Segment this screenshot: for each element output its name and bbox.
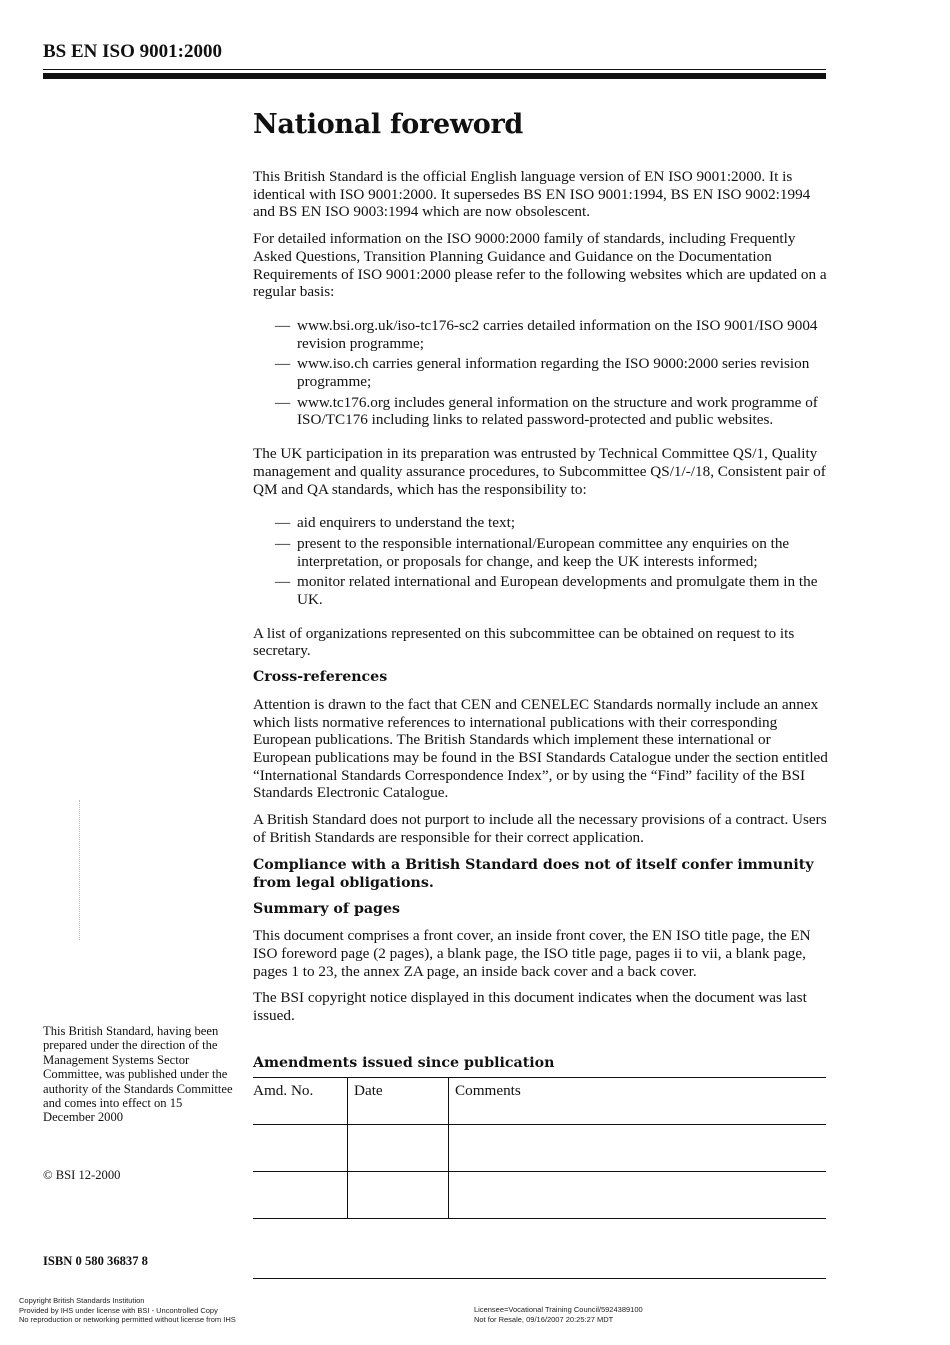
column-header-amd-no: Amd. No. <box>253 1078 348 1125</box>
column-header-comments: Comments <box>449 1078 827 1125</box>
intro-paragraph-1: This British Standard is the official English language version of EN ISO 9001:2000. It is identical with ISO 9001:2000. It supersedes BS EN ISO 9001:1994, BS EN ISO 9002:1994 and BS EN ISO 9003:1994 which are now obsolescent. <box>253 168 811 221</box>
copyright-notice-paragraph: The BSI copyright notice displayed in this document indicates when the document was last issued. <box>253 989 807 1025</box>
table-cell <box>449 1172 827 1219</box>
websites-list <box>253 317 828 429</box>
amendments-table <box>253 1077 826 1219</box>
responsibility-item-text: monitor related international and European developments and promulgate them in the UK. <box>297 573 818 609</box>
compliance-statement: Compliance with a British Standard does not of itself confer immunity from legal obligations. <box>253 856 814 891</box>
list-item <box>275 317 828 352</box>
website-item-text: www.tc176.org includes general information on the structure and work programme of ISO/TC176 including links to related password-protected and public websites. <box>297 393 818 429</box>
bottom-rule <box>253 1278 826 1279</box>
dash-bullet: — <box>275 534 291 552</box>
header-rule-thick <box>43 73 826 79</box>
amendments-title: Amendments issued since publication <box>253 1054 555 1071</box>
cross-references-heading: Cross-references <box>253 669 388 686</box>
table-row <box>253 1172 826 1219</box>
main-content <box>253 108 828 1219</box>
table-cell <box>253 1125 348 1172</box>
table-cell <box>348 1172 449 1219</box>
table-cell <box>449 1125 827 1172</box>
dash-bullet: — <box>275 355 291 373</box>
organizations-paragraph: A list of organizations represented on this subcommittee can be obtained on request to its secretary. <box>253 624 795 660</box>
footer-line: No reproduction or networking permitted without license from IHS <box>19 1315 236 1325</box>
website-item-text: www.bsi.org.uk/iso-tc176-sc2 carries detailed information on the ISO 9001/ISO 9004 revision programme; <box>297 316 818 352</box>
footer-line: Licensee=Vocational Training Council/5924389100 <box>474 1305 643 1314</box>
standard-number: BS EN ISO 9001:2000 <box>43 41 222 62</box>
list-item <box>275 573 828 608</box>
table-header-row <box>253 1078 826 1125</box>
dash-bullet: — <box>275 514 291 532</box>
list-item <box>275 355 828 390</box>
page-title: National foreword <box>253 109 523 140</box>
table-cell <box>253 1172 348 1219</box>
footer-right <box>474 1305 643 1324</box>
cross-references-paragraph: Attention is drawn to the fact that CEN and CENELEC Standards normally include an annex which lists normative references to international publications with their corresponding European publications. The British Standards which implement these international or European publications may be found in the BSI Standards Catalogue under the section entitled “International Standards Correspondence Index”, or by using the “Find” facility of the BSI Standards Electronic Catalogue. <box>253 695 828 802</box>
list-item <box>275 514 828 532</box>
bsi-copyright: © BSI 12-2000 <box>43 1168 121 1182</box>
isbn: ISBN 0 580 36837 8 <box>43 1254 148 1268</box>
list-item <box>275 535 828 570</box>
participation-paragraph: The UK participation in its preparation was entrusted by Technical Committee QS/1, Quality management and quality assurance procedures, to Subcommittee QS/1/-/18, Consistent pair of QM and QA standards, which has the responsibility to: <box>253 445 826 498</box>
publication-note: This British Standard, having been prepared under the direction of the Management Systems Sector Committee, was published under the authority of the Standards Committee and comes into effect on 15 December 2000 <box>43 1024 233 1125</box>
summary-heading: Summary of pages <box>253 900 400 917</box>
dash-bullet: — <box>275 573 291 591</box>
summary-paragraph: This document comprises a front cover, an inside front cover, the EN ISO title page, the EN ISO foreword page (2 pages), a blank page, the ISO title page, pages ii to vii, a blank page, pages 1 to 23, the annex ZA page, an inside back cover and a back cover. <box>253 927 811 980</box>
footer-line: Copyright British Standards Institution <box>19 1296 145 1305</box>
header-rule-thin <box>43 69 826 70</box>
footer-left <box>19 1296 236 1325</box>
intro-paragraph-2: For detailed information on the ISO 9000:2000 family of standards, including Frequently Asked Questions, Transition Planning Guidance and Guidance on the Documentation Requirements of ISO 9001:2000 please refer to the following websites which are updated on a regular basis: <box>253 230 827 301</box>
footer-line: Not for Resale, 09/16/2007 20:25:27 MDT <box>474 1314 614 1324</box>
table-cell <box>348 1125 449 1172</box>
list-item <box>275 394 828 429</box>
provisions-paragraph: A British Standard does not purport to include all the necessary provisions of a contract. Users of British Standards are responsible for their correct application. <box>253 811 827 846</box>
website-item-text: www.iso.ch carries general information regarding the ISO 9000:2000 series revision programme; <box>297 355 810 391</box>
footer-line: Provided by IHS under license with BSI - Uncontrolled Copy <box>19 1305 218 1315</box>
responsibility-item-text: present to the responsible international/European committee any enquiries on the interpretation, or proposals for change, and keep the UK interests informed; <box>297 534 790 570</box>
dash-bullet: — <box>275 393 291 411</box>
responsibilities-list <box>253 514 828 609</box>
column-header-date: Date <box>348 1078 449 1125</box>
margin-dotted-mark <box>79 800 80 940</box>
table-row <box>253 1125 826 1172</box>
dash-bullet: — <box>275 316 291 334</box>
responsibility-item-text: aid enquirers to understand the text; <box>297 514 516 532</box>
